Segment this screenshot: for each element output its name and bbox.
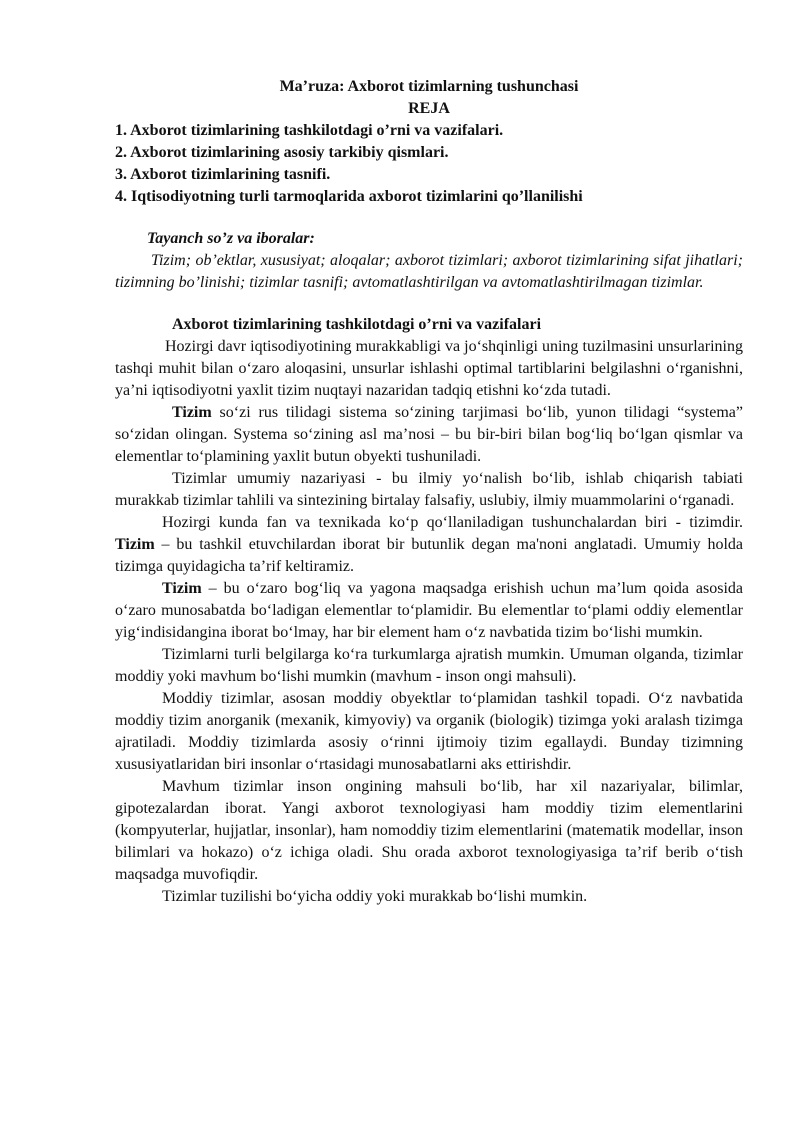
paragraph-text: – bu o‘zaro bog‘liq va yagona maqsadga erishish uchun ma’lum qoida asosida o‘zaro munosabatda bo‘ladigan elementlar to‘plamidir. Bu elementlar to‘plami oddiy elementlar yig‘indisidangina iborat bo‘lmay, har bir element ham o‘z navbatida tizim bo‘lishi mumkin. (115, 580, 743, 641)
paragraph (115, 578, 743, 644)
section-heading: Axborot tizimlarining tashkilotdagi o’rni va vazifalari (172, 316, 542, 333)
paragraph (115, 512, 743, 578)
keywords-text: Tizim; ob’ektlar, xususiyat; aloqalar; axborot tizimlari; axborot tizimlarining sifat jihatlari; tizimning bo’linishi; tizimlar tasnifi; avtomatlashtirilgan va avtomatlashtirilmagan tizimlar. (115, 252, 743, 291)
paragraph: Hozirgi davr iqtisodiyotining murakkabligi va jo‘shqinligi uning tuzilmasini unsurlarining tashqi muhit bilan o‘zaro aloqasini, unsurlar ishlashi optimal tartiblarini belgilashni o‘rganishni, ya’ni iqtisodiyotni yaxlit tizim nuqtayi nazaridan tadqiq etishni ko‘zda tutadi. (115, 338, 743, 399)
plan-item: 4. Iqtisodiyotning turli tarmoqlarida axborot tizimlarini qo’llanilishi (115, 188, 583, 205)
paragraph: Mavhum tizimlar inson ongining mahsuli bo‘lib, har xil nazariyalar, bilimlar, gipotezalardan iborat. Yangi axborot texnologiyasi ham moddiy tizim elementlarini (kompyuterlar, hujjatlar, insonlar), ham nomoddiy tizim elementlarini (matematik modellar, inson bilimlari va hokazo) o‘z ichiga oladi. Shu orada axborot texnologiyasiga ta’rif berib o‘tish maqsadga muvofiqdir. (115, 778, 743, 883)
plan-list (115, 120, 743, 208)
paragraph: Tizimlarni turli belgilarga ko‘ra turkumlarga ajratish mumkin. Umuman olganda, tizimlar moddiy yoki mavhum bo‘lishi mumkin (mavhum - inson ongi mahsuli). (115, 646, 743, 685)
plan-item: 3. Axborot tizimlarining tasnifi. (115, 166, 331, 183)
paragraph (115, 402, 743, 468)
paragraph-text: so‘zi rus tilidagi sistema so‘zining tarjimasi bo‘lib, yunon tilidagi “systema” so‘zidan olingan. Systema so‘zining asl ma’nosi – bu bir-biri bilan bog‘liq bo‘lgan qismlar va elementlar to‘plamining yaxlit butun obyekti tushuniladi. (115, 404, 743, 465)
paragraph: Tizimlar umumiy nazariyasi - bu ilmiy yo‘nalish bo‘lib, ishlab chiqarish tabiati murakkab tizimlar tahlili va sintezining birtalay falsafiy, uslubiy, ilmiy muammolarini o‘rganadi. (115, 470, 743, 509)
paragraph: Tizimlar tuzilishi bo‘yicha oddiy yoki murakkab bo‘lishi mumkin. (162, 888, 588, 905)
paragraph-text: – bu tashkil etuvchilardan iborat bir butunlik degan ma'noni anglatadi. Umumiy holda tizimga quyidagicha ta’rif keltiramiz. (115, 536, 743, 575)
lecture-title: Ma’ruza: Axborot tizimlarning tushunchasi (279, 78, 579, 95)
plan-heading: REJA (408, 100, 450, 117)
plan-item: 2. Axborot tizimlarining asosiy tarkibiy qismlari. (115, 144, 449, 161)
term-bold: Tizim (172, 404, 212, 421)
paragraph-text: Hozirgi kunda fan va texnikada ko‘p qo‘llaniladigan tushunchalardan biri - tizimdir. (162, 514, 743, 531)
term-bold: Tizim (162, 580, 202, 597)
paragraph: Moddiy tizimlar, asosan moddiy obyektlar to‘plamidan tashkil topadi. O‘z navbatida moddiy tizim anorganik (mexanik, kimyoviy) va organik (biologik) tizimga yoki aralash tizimga ajratiladi. Moddiy tizimlarda asosiy o‘rinni ijtimoiy tizim egallaydi. Bunday tizimning xususiyatlaridan biri insonlar o‘rtasidagi munosabatlarni aks ettirishdir. (115, 690, 743, 773)
keywords-heading: Tayanch so’z va iboralar: (147, 230, 315, 247)
term-bold: Tizim (115, 536, 155, 553)
plan-item: 1. Axborot tizimlarining tashkilotdagi o’rni va vazifalari. (115, 122, 504, 139)
